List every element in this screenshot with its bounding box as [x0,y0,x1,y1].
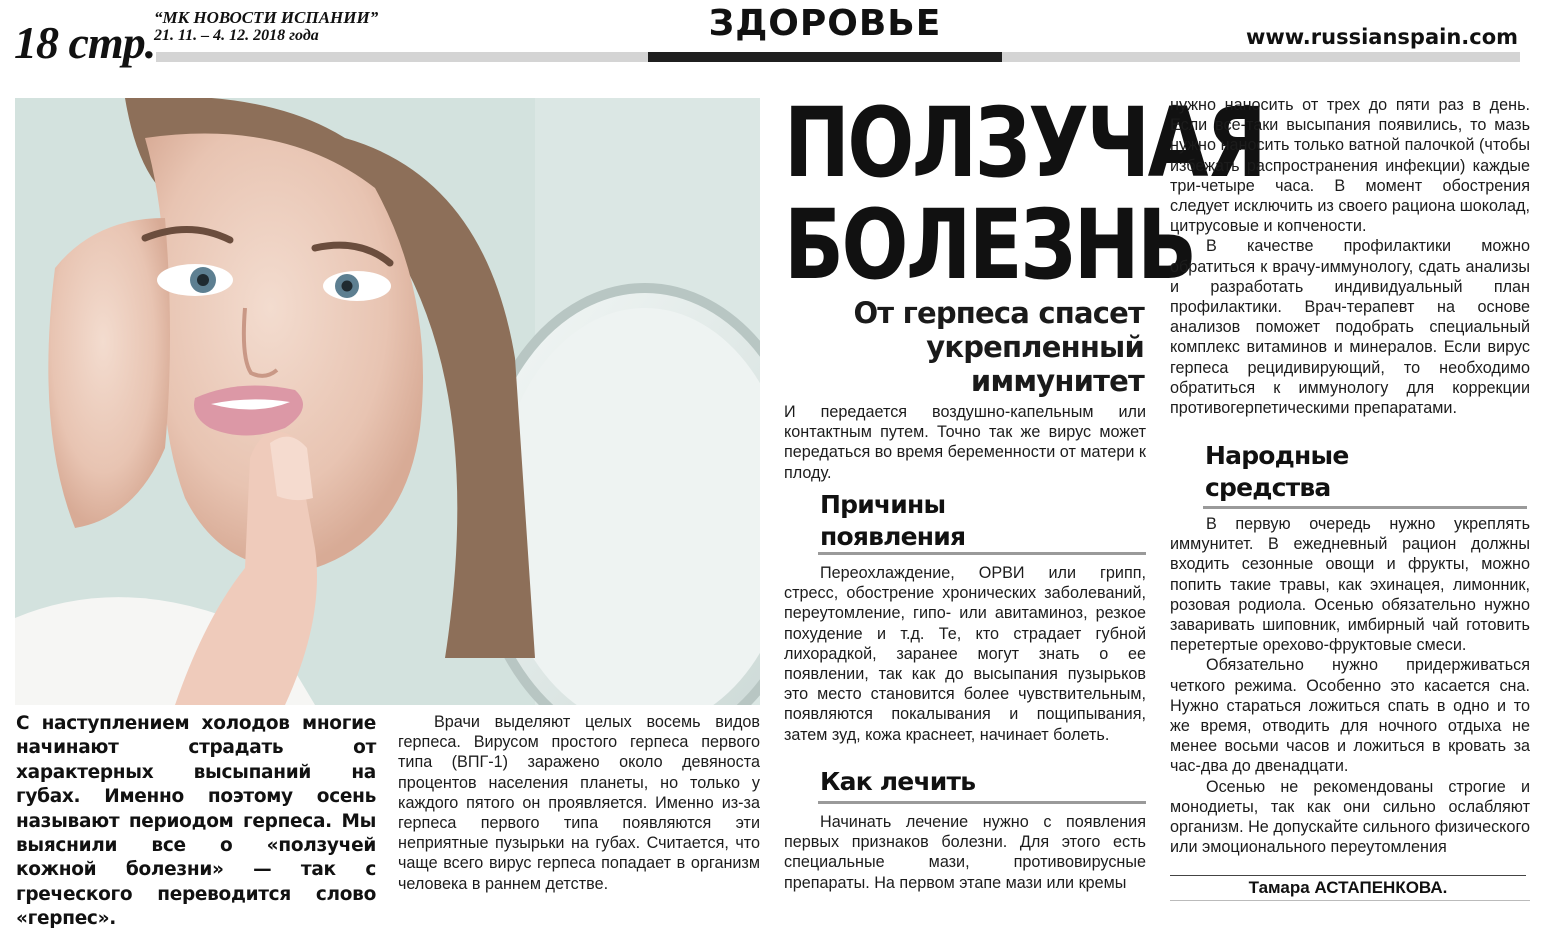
site-url-link[interactable]: www.russianspain.com [1245,25,1518,49]
paragraph: Врачи выделяют целых восемь видов герпеса. Вирусом простого герпеса первого типа (ВПГ-1) заражено около девяноста процентов населения планеты, но только у каждого пятого он проявляется. Именно из-за герпеса первого типа появляются эти неприятные пузырьки на губах. Считается, что чаще всего вирус герпеса попадает в организм человека в раннем детстве. [398,713,760,893]
heading-line: Причины [820,490,946,519]
headline-line-1: ПОЛЗУЧАЯ [784,87,1265,199]
body-column-1 [398,712,760,894]
bottom-rule [1170,900,1530,901]
heading-line: Народные [1205,441,1349,470]
heading-underline [818,801,1146,804]
article-lead: С наступлением холодов многие начинают страдать от характерных высыпаний на губах. Именно поэтому осень называют периодом герпеса. Мы выяснили все о «ползучей кожной болезни» — так с греческого переводится слово «герпес». [16,713,376,930]
article-photo [15,98,760,705]
subheadline-line-2: укрепленный [926,330,1144,364]
subheadline [830,296,1144,398]
woman-with-mirror-illustration [15,98,760,705]
heading-underline [818,552,1146,555]
paragraph: В качестве профилактики можно обратиться к врачу-иммунологу, сдать анализы и разработать индивидуальный план профилактики. Врач-терапевт на основе анализов поможет подобрать специальный комплекс витаминов и минералов. Если вирус герпеса рецидивирующий, то необходимо обратиться к иммунологу для коррекции противогерпетическими препаратами. [1170,237,1530,418]
author-signature: Тамара АСТАПЕНКОВА. [1248,878,1448,897]
heading-underline [1203,506,1527,509]
heading-line: средства [1205,473,1331,502]
causes-text [784,563,1146,745]
body-column-2 [784,402,1146,483]
section-title: ЗДОРОВЬЕ [708,3,942,44]
paragraph: Обязательно нужно придерживаться четкого режима. Особенно это касается сна. Нужно стараться ложиться спать в одно и то же время, отводить для ночного отдыха не менее восьми часов и ложиться в кровать за час-два до двенадцати. [1170,656,1530,776]
paragraph: Осенью не рекомендованы строгие и монодиеты, так как они сильно ослабляют организм. Не допускайте сильного физического или эмоционального переутомления [1170,777,1530,857]
body-column-3 [1170,95,1530,418]
headline [784,87,1265,301]
paragraph: Переохлаждение, ОРВИ или грипп, стресс, обострение хронических заболеваний, переутомление, гипо- или авитаминоз, резкое похудение и т.д. Те, кто страдает губной лихорадкой, заранее могут знать о ее появлении, так как до высыпания пузырьков это место становится более чувствительным, появляются покалывания и пощипывания, затем зуд, кожа краснеет, начинает болеть. [784,564,1146,744]
paragraph: Начинать лечение нужно с появления первых признаков болезни. Для этого есть специальные мази, противовирусные препараты. На первом этапе мази или кремы [784,813,1146,892]
section-heading-treatment: Как лечить [820,767,976,796]
headline-line-2: БОЛЕЗНЬ [784,189,1195,301]
section-heading-folk-remedies [1205,440,1505,504]
section-heading-causes [820,489,1140,553]
issue-dates: 21. 11. – 4. 12. 2018 года [154,27,319,44]
paragraph: И передается воздушно-капельным или контактным путем. Точно так же вирус может передаться во время беременности от матери к плоду. [784,403,1146,482]
folk-remedies-text [1170,514,1530,857]
subheadline-line-1: От герпеса спасет [853,296,1144,330]
signature-rule [1170,875,1526,876]
heading-line: появления [820,522,966,551]
page-number: 18 стр. [14,17,156,68]
subheadline-line-3: иммунитет [970,364,1144,398]
newspaper-name: “МК НОВОСТИ ИСПАНИИ” [154,8,379,27]
section-rule [648,52,1002,62]
paragraph: В первую очередь нужно укреплять иммунитет. В ежедневный рацион должны входить сезонные овощи и фрукты, можно попить такие травы, как эхинацея, лимонник, розовая родиола. Осенью обязательно нужно заваривать шиповник, имбирный чай готовить перетертые орехово-фруктовые смеси. [1170,515,1530,655]
treatment-text [784,812,1146,893]
paragraph: нужно наносить от трех до пяти раз в день. Если все-таки высыпания появились, то мазь нужно наносить только ватной палочкой (чтобы избежать распространения инфекции) каждые три-четыре часа. В момент обострения следует исключить из своего рациона шоколад, цитрусовые и копчености. [1170,96,1530,236]
